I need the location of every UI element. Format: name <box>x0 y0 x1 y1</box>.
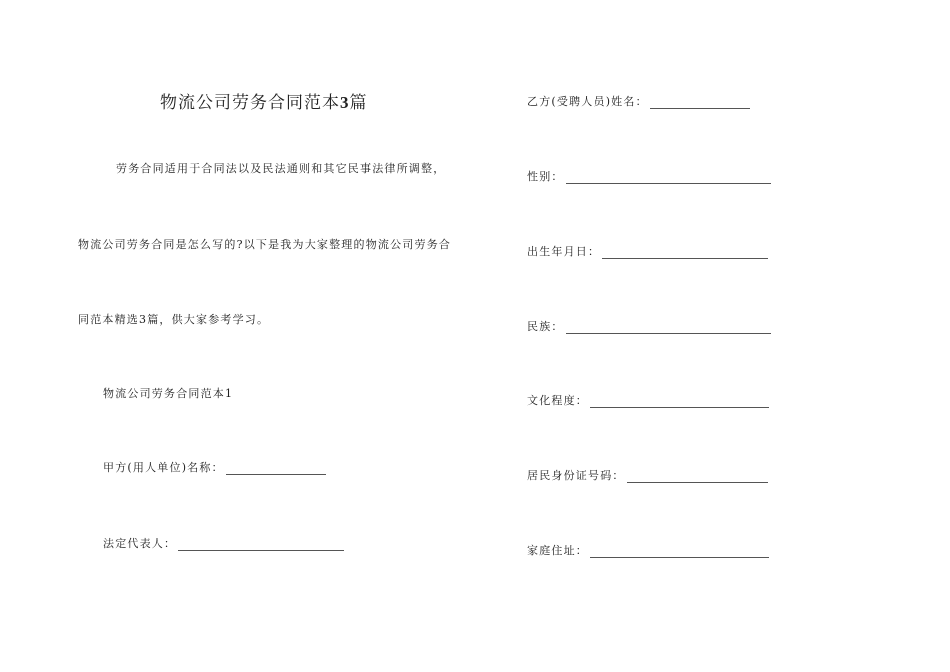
title-text: 物流公司劳务合同范本 <box>160 93 340 113</box>
document-title <box>160 88 368 113</box>
id-number-blank[interactable] <box>627 472 768 483</box>
party-a-blank[interactable] <box>226 464 326 475</box>
education-blank[interactable] <box>590 397 769 408</box>
intro-line-3: 同范本精选3篇，供大家参考学习。 <box>78 313 270 326</box>
legal-rep-field <box>103 535 344 551</box>
legal-rep-label: 法定代表人： <box>103 537 177 550</box>
party-b-name-field <box>527 93 750 109</box>
gender-blank[interactable] <box>566 173 771 184</box>
home-address-blank[interactable] <box>590 547 769 558</box>
intro-line-2: 物流公司劳务合同是怎么写的?以下是我为大家整理的物流公司劳务合 <box>78 238 452 251</box>
home-address-label: 家庭住址： <box>527 544 588 557</box>
party-a-field <box>103 459 326 475</box>
legal-rep-blank[interactable] <box>178 540 344 551</box>
birth-date-blank[interactable] <box>602 248 768 259</box>
birth-date-field <box>527 243 768 259</box>
ethnicity-blank[interactable] <box>566 323 771 334</box>
education-label: 文化程度： <box>527 394 588 407</box>
birth-date-label: 出生年月日： <box>527 245 601 258</box>
id-number-field <box>527 467 768 483</box>
sample-heading: 物流公司劳务合同范本1 <box>103 387 234 400</box>
id-number-label: 居民身份证号码： <box>527 469 625 482</box>
home-address-field <box>527 542 769 558</box>
intro-line-1: 劳务合同适用于合同法以及民法通则和其它民事法律所调整， <box>116 162 446 175</box>
title-number: 3 <box>340 93 350 112</box>
gender-label: 性别： <box>527 170 564 183</box>
ethnicity-field <box>527 318 771 334</box>
party-a-label: 甲方(用人单位)名称： <box>103 461 224 474</box>
education-field <box>527 392 769 408</box>
party-b-name-label: 乙方(受聘人员)姓名： <box>527 95 648 108</box>
party-b-name-blank[interactable] <box>650 98 750 109</box>
ethnicity-label: 民族： <box>527 320 564 333</box>
gender-field <box>527 168 771 184</box>
title-suffix: 篇 <box>349 93 368 113</box>
